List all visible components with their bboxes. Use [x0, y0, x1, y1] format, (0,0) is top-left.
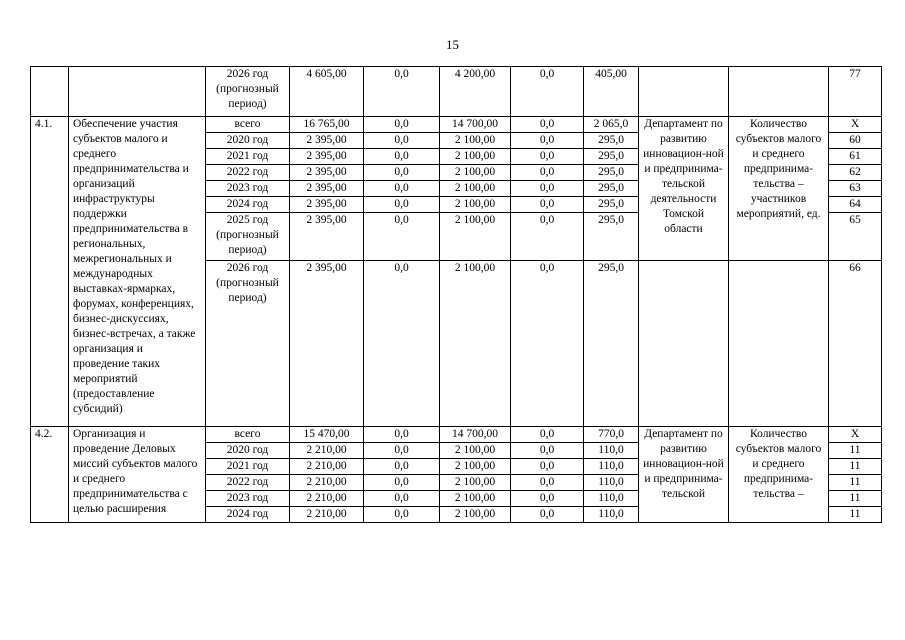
- value-cell: 0,0: [511, 133, 584, 149]
- value-cell: 0,0: [511, 443, 584, 459]
- total-cell: 2 395,00: [290, 197, 364, 213]
- code-cell: Х: [829, 427, 882, 443]
- code-cell: Х: [829, 117, 882, 133]
- value-cell: 0,0: [364, 149, 440, 165]
- value-cell: 110,0: [584, 475, 639, 491]
- value-cell: 295,0: [584, 213, 639, 261]
- value-cell: 770,0: [584, 427, 639, 443]
- total-cell: 16 765,00: [290, 117, 364, 133]
- indicator-cell: [729, 67, 829, 117]
- value-cell: 0,0: [364, 261, 440, 427]
- total-cell: 2 210,00: [290, 507, 364, 523]
- value-cell: 0,0: [364, 213, 440, 261]
- value-cell: 0,0: [511, 459, 584, 475]
- code-cell: 77: [829, 67, 882, 117]
- value-cell: 2 100,00: [440, 491, 511, 507]
- page-number: 15: [446, 37, 459, 52]
- value-cell: 2 100,00: [440, 133, 511, 149]
- value-cell: 2 100,00: [440, 261, 511, 427]
- total-cell: 2 395,00: [290, 213, 364, 261]
- total-cell: 15 470,00: [290, 427, 364, 443]
- value-cell: 0,0: [364, 197, 440, 213]
- value-cell: 0,0: [364, 443, 440, 459]
- value-cell: 0,0: [511, 181, 584, 197]
- value-cell: 0,0: [364, 117, 440, 133]
- year-cell: 2026 год (прогнозный период): [206, 261, 290, 427]
- code-cell: 64: [829, 197, 882, 213]
- year-cell: 2024 год: [206, 507, 290, 523]
- value-cell: 110,0: [584, 507, 639, 523]
- value-cell: 2 100,00: [440, 149, 511, 165]
- indicator-cell: Количество субъектов малого и среднего предпринима-тельства –: [729, 427, 829, 523]
- value-cell: 2 100,00: [440, 165, 511, 181]
- value-cell: 0,0: [511, 261, 584, 427]
- value-cell: 0,0: [511, 197, 584, 213]
- year-cell: 2022 год: [206, 475, 290, 491]
- year-cell: 2021 год: [206, 459, 290, 475]
- value-cell: 295,0: [584, 165, 639, 181]
- department-cell: Департамент по развитию инновацион-ной и предпринима-тельской деятельности Томской области: [639, 117, 729, 261]
- value-cell: 295,0: [584, 197, 639, 213]
- value-cell: 0,0: [511, 491, 584, 507]
- value-cell: 0,0: [511, 149, 584, 165]
- value-cell: 14 700,00: [440, 117, 511, 133]
- value-cell: 2 100,00: [440, 443, 511, 459]
- indicator-cell: [729, 261, 829, 427]
- value-cell: 295,0: [584, 261, 639, 427]
- year-cell: 2021 год: [206, 149, 290, 165]
- section-name: Организация и проведение Деловых миссий субъектов малого и среднего предпринимательства с целью расширения: [69, 427, 206, 523]
- table-row: [31, 117, 882, 133]
- number-cell: [31, 67, 69, 117]
- value-cell: 4 200,00: [440, 67, 511, 117]
- code-cell: 11: [829, 443, 882, 459]
- total-cell: 2 210,00: [290, 475, 364, 491]
- value-cell: 0,0: [364, 133, 440, 149]
- table-row: [31, 67, 882, 117]
- value-cell: 2 100,00: [440, 459, 511, 475]
- name-cell: [69, 67, 206, 117]
- year-cell: 2023 год: [206, 181, 290, 197]
- value-cell: 110,0: [584, 491, 639, 507]
- indicator-cell: Количество субъектов малого и среднего предпринима-тельства – участников мероприятий, ед.: [729, 117, 829, 261]
- value-cell: 14 700,00: [440, 427, 511, 443]
- total-cell: 2 395,00: [290, 181, 364, 197]
- value-cell: 295,0: [584, 181, 639, 197]
- year-cell: 2020 год: [206, 443, 290, 459]
- total-cell: 2 395,00: [290, 133, 364, 149]
- value-cell: 295,0: [584, 149, 639, 165]
- code-cell: 61: [829, 149, 882, 165]
- value-cell: 0,0: [364, 427, 440, 443]
- code-cell: 66: [829, 261, 882, 427]
- value-cell: 0,0: [364, 459, 440, 475]
- value-cell: 0,0: [511, 213, 584, 261]
- value-cell: 2 065,0: [584, 117, 639, 133]
- value-cell: 2 100,00: [440, 197, 511, 213]
- total-cell: 2 395,00: [290, 261, 364, 427]
- value-cell: 0,0: [364, 475, 440, 491]
- total-cell: 2 395,00: [290, 149, 364, 165]
- code-cell: 63: [829, 181, 882, 197]
- year-cell: 2024 год: [206, 197, 290, 213]
- value-cell: 0,0: [364, 507, 440, 523]
- code-cell: 11: [829, 475, 882, 491]
- year-cell: всего: [206, 427, 290, 443]
- year-cell: всего: [206, 117, 290, 133]
- value-cell: 0,0: [364, 67, 440, 117]
- department-cell: [639, 67, 729, 117]
- value-cell: 2 100,00: [440, 213, 511, 261]
- value-cell: 295,0: [584, 133, 639, 149]
- value-cell: 2 100,00: [440, 507, 511, 523]
- section-number: 4.1.: [31, 117, 69, 427]
- department-cell: [639, 261, 729, 427]
- total-cell: 4 605,00: [290, 67, 364, 117]
- value-cell: 0,0: [511, 67, 584, 117]
- value-cell: 0,0: [511, 117, 584, 133]
- code-cell: 62: [829, 165, 882, 181]
- year-cell: 2023 год: [206, 491, 290, 507]
- year-cell: 2020 год: [206, 133, 290, 149]
- value-cell: 405,00: [584, 67, 639, 117]
- code-cell: 65: [829, 213, 882, 261]
- year-cell: 2025 год (прогнозный период): [206, 213, 290, 261]
- year-cell: 2022 год: [206, 165, 290, 181]
- value-cell: 2 100,00: [440, 181, 511, 197]
- value-cell: 110,0: [584, 443, 639, 459]
- code-cell: 11: [829, 507, 882, 523]
- code-cell: 60: [829, 133, 882, 149]
- code-cell: 11: [829, 491, 882, 507]
- table-row: [31, 427, 882, 443]
- value-cell: 110,0: [584, 459, 639, 475]
- value-cell: 0,0: [364, 181, 440, 197]
- value-cell: 0,0: [364, 491, 440, 507]
- department-cell: Департамент по развитию инновацион-ной и предпринима-тельской: [639, 427, 729, 523]
- total-cell: 2 210,00: [290, 491, 364, 507]
- value-cell: 0,0: [511, 507, 584, 523]
- program-table: [30, 66, 882, 523]
- section-name: Обеспечение участия субъектов малого и среднего предпринимательства и организаций инфраструктуры поддержки предпринимательства в региональных, межрегиональных и международных выставках-ярмарках, форумах, конференциях, бизнес-дискуссиях, бизнес-встречах, а также организация и проведение таких мероприятий (предоставление субсидий): [69, 117, 206, 427]
- year-cell: 2026 год (прогнозный период): [206, 67, 290, 117]
- value-cell: 0,0: [511, 165, 584, 181]
- section-number: 4.2.: [31, 427, 69, 523]
- value-cell: 0,0: [364, 165, 440, 181]
- total-cell: 2 395,00: [290, 165, 364, 181]
- value-cell: 0,0: [511, 475, 584, 491]
- total-cell: 2 210,00: [290, 459, 364, 475]
- value-cell: 2 100,00: [440, 475, 511, 491]
- value-cell: 0,0: [511, 427, 584, 443]
- total-cell: 2 210,00: [290, 443, 364, 459]
- code-cell: 11: [829, 459, 882, 475]
